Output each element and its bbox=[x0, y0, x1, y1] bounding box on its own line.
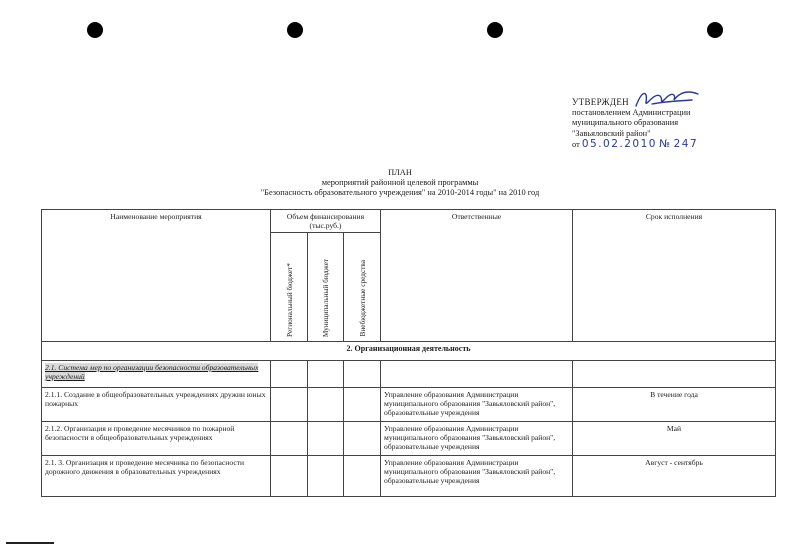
empty-cell bbox=[308, 361, 344, 388]
col-header-regional bbox=[271, 233, 308, 342]
empty-cell bbox=[271, 456, 308, 497]
plan-table bbox=[41, 209, 776, 497]
subsection-cell bbox=[42, 361, 271, 388]
regional-label: Региональный бюджет* bbox=[284, 263, 294, 337]
approval-stamp bbox=[572, 97, 772, 151]
punch-hole bbox=[487, 22, 503, 38]
empty-cell bbox=[344, 456, 381, 497]
table-header-row bbox=[42, 210, 776, 233]
approval-title: УТВЕРЖДЕН bbox=[572, 97, 629, 107]
empty-cell bbox=[308, 456, 344, 497]
row-responsible: Управление образования Администрации муниципального образования "Завьяловский район", образовательные учреждения bbox=[381, 456, 573, 497]
punch-hole bbox=[287, 22, 303, 38]
punch-hole bbox=[707, 22, 723, 38]
table-row bbox=[42, 388, 776, 422]
approval-line1: постановлением Администрации bbox=[572, 107, 691, 117]
section-title: 2. Организационная деятельность bbox=[42, 342, 776, 361]
punch-hole bbox=[87, 22, 103, 38]
empty-cell bbox=[344, 361, 381, 388]
row-responsible: Управление образования Администрации муниципального образования "Завьяловский район", образовательные учреждения bbox=[381, 422, 573, 456]
empty-cell bbox=[271, 422, 308, 456]
col-header-name: Наименование мероприятия bbox=[42, 210, 271, 342]
date-prefix: от bbox=[572, 140, 580, 149]
approval-line2: муниципального образования bbox=[572, 118, 679, 127]
approval-line3: "Завьяловский район" bbox=[572, 128, 651, 138]
subsection-title: 2.1. Система мер по организации безопасности образовательных учреждений bbox=[45, 363, 259, 381]
row-name: 2.1.1. Создание в общеобразовательных учреждениях дружин юных пожарных bbox=[42, 388, 271, 422]
plan-heading: ПЛАН bbox=[388, 168, 412, 177]
number-prefix: № bbox=[659, 138, 672, 150]
offbudget-label: Внебюджетные средства bbox=[357, 260, 367, 337]
subsection-row bbox=[42, 361, 776, 388]
col-header-deadline: Срок исполнения bbox=[573, 210, 776, 342]
row-deadline: Август - сентябрь bbox=[573, 456, 776, 497]
row-name: 2.1. 3. Организация и проведение месячника по безопасности дорожного движения в образовательных учреждениях bbox=[42, 456, 271, 497]
municipal-label: Муниципальный бюджет bbox=[321, 258, 330, 337]
empty-cell bbox=[344, 388, 381, 422]
section-row bbox=[42, 342, 776, 361]
plan-subtitle-1: мероприятий районной целевой программы bbox=[321, 178, 479, 187]
empty-cell bbox=[308, 422, 344, 456]
col-header-offbudget bbox=[344, 233, 381, 342]
approval-date: 05.02.2010 bbox=[581, 138, 657, 150]
row-name: 2.1.2. Организация и проведение месячников по пожарной безопасности в общеобразовательных учреждениях bbox=[42, 422, 271, 456]
empty-cell bbox=[344, 422, 381, 456]
col-header-municipal bbox=[308, 233, 344, 342]
approval-date-line bbox=[572, 139, 772, 151]
page-edge-mark bbox=[6, 542, 54, 544]
col-header-funding: Объем финансирования (тыс.руб.) bbox=[271, 210, 381, 233]
empty-cell bbox=[271, 388, 308, 422]
document-title bbox=[0, 168, 800, 198]
row-deadline: В течение года bbox=[573, 388, 776, 422]
table-row bbox=[42, 456, 776, 497]
plan-subtitle-2: "Безопасность образовательного учреждения" на 2010-2014 годы" на 2010 год bbox=[260, 188, 540, 197]
empty-cell bbox=[381, 361, 573, 388]
col-header-responsible: Ответственные bbox=[381, 210, 573, 342]
table-row bbox=[42, 422, 776, 456]
row-deadline: Май bbox=[573, 422, 776, 456]
approval-number: 247 bbox=[673, 138, 699, 150]
row-responsible: Управление образования Администрации муниципального образования "Завьяловский район", образовательные учреждения bbox=[381, 388, 573, 422]
empty-cell bbox=[271, 361, 308, 388]
empty-cell bbox=[573, 361, 776, 388]
empty-cell bbox=[308, 388, 344, 422]
